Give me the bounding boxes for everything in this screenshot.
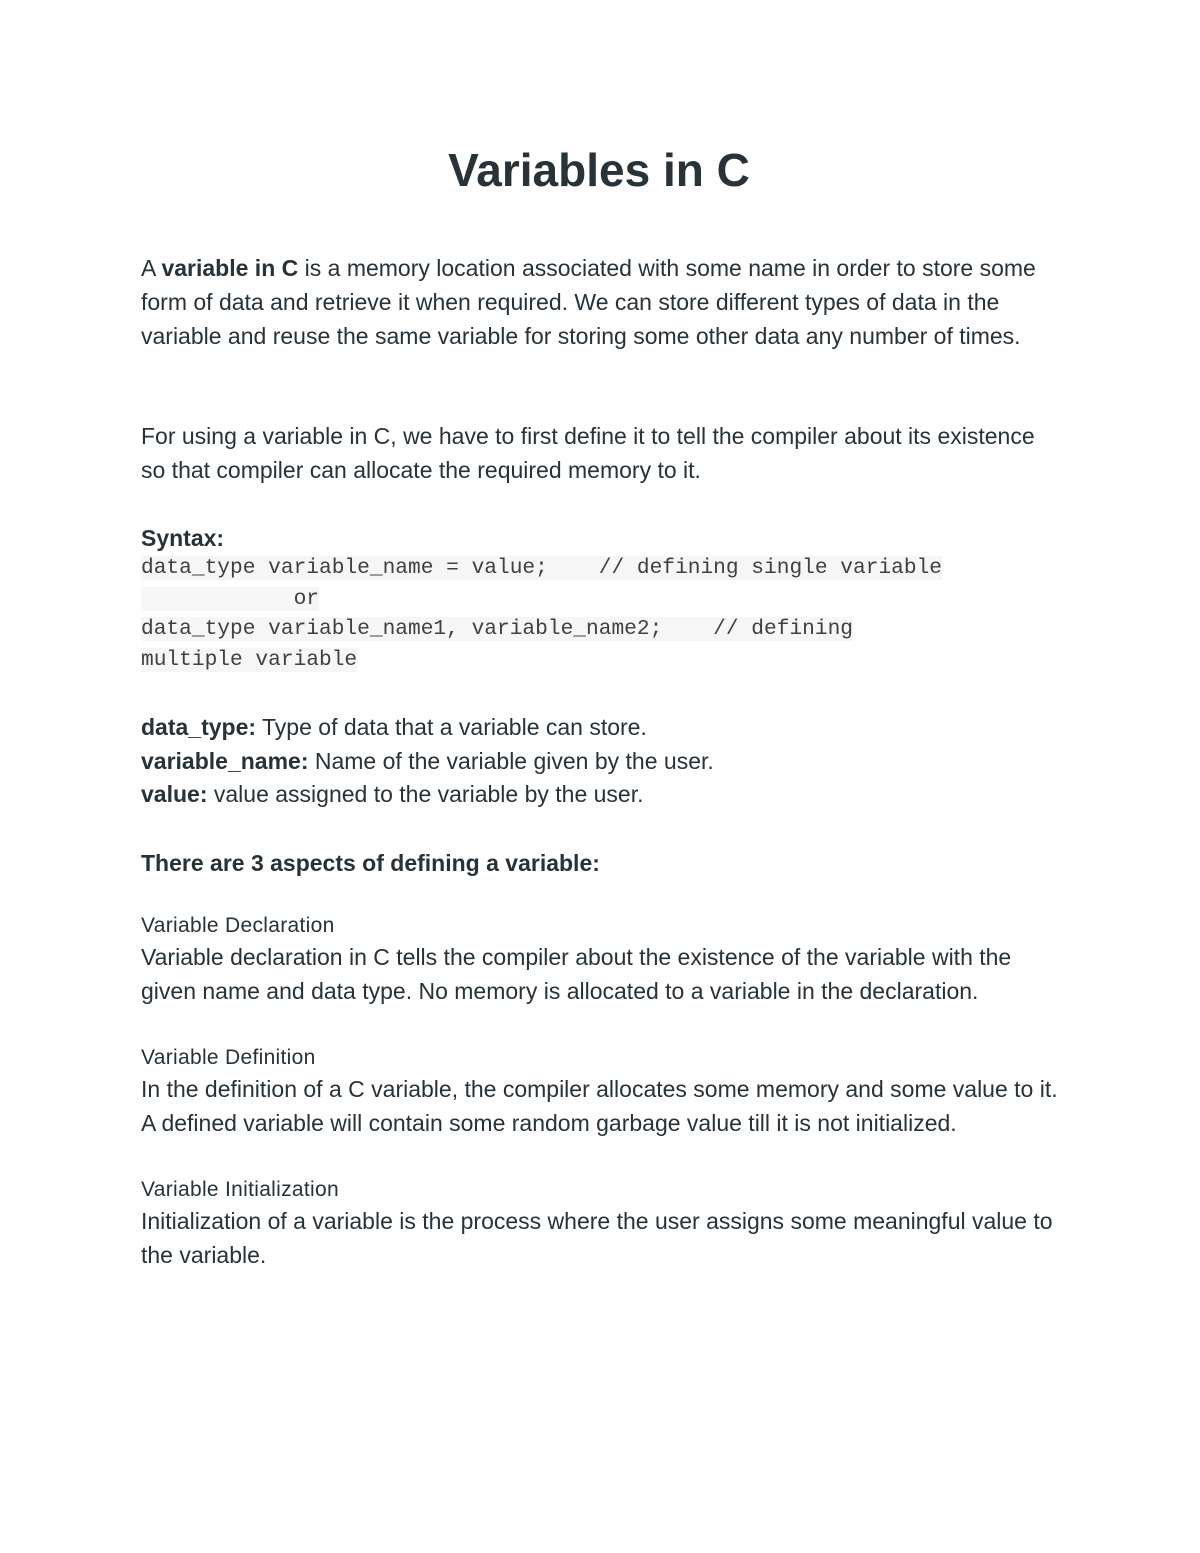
definitions-list — [141, 711, 1051, 812]
intro-rest: is a memory location associated with some name in order to store some form of data and retrieve it when required. We can store different types of data in the variable and reuse the same variable for storing some other data any number of times. — [141, 255, 1036, 349]
definition-item — [141, 711, 1051, 745]
definition-desc: value assigned to the variable by the user. — [207, 781, 644, 807]
code-line — [141, 584, 1051, 615]
syntax-code-block — [141, 553, 1051, 676]
aspects-heading: There are 3 aspects of defining a variable: — [141, 850, 600, 876]
aspect-text: Initialization of a variable is the process where the user assigns some meaningful value to the variable. — [141, 1208, 1053, 1268]
aspect-initialization — [141, 1175, 1061, 1272]
aspect-definition — [141, 1043, 1061, 1140]
aspect-declaration — [141, 911, 1061, 1008]
definition-desc: Type of data that a variable can store. — [256, 714, 647, 740]
code-line-text: multiple variable — [141, 648, 358, 673]
intro-paragraph — [141, 251, 1051, 353]
code-line — [141, 614, 1051, 645]
page-title: Variables in C — [448, 144, 750, 196]
definition-term: variable_name: — [141, 747, 309, 774]
aspect-heading: Variable Definition — [141, 1046, 316, 1069]
intro-bold-term: variable in C — [161, 255, 299, 281]
aspect-heading: Variable Declaration — [141, 914, 335, 937]
syntax-label: Syntax: — [141, 525, 225, 551]
aspect-heading: Variable Initialization — [141, 1178, 339, 1201]
aspect-text: In the definition of a C variable, the compiler allocates some memory and some value to it. A defined variable will contain some random garbage value till it is not initialized. — [141, 1076, 1058, 1136]
usage-paragraph: For using a variable in C, we have to first define it to tell the compiler about its existence so that compiler can allocate the required memory to it. — [141, 423, 1035, 483]
definition-desc: Name of the variable given by the user. — [308, 747, 714, 774]
definition-term: value: — [141, 781, 208, 807]
definition-item — [141, 745, 1051, 779]
definition-item — [141, 778, 1051, 812]
aspect-text: Variable declaration in C tells the compiler about the existence of the variable with the given name and data type. No memory is allocated to a variable in the declaration. — [141, 944, 1012, 1004]
code-line-text: data_type variable_name = value; // defining single variable — [141, 556, 943, 580]
code-line-text: or — [141, 586, 320, 611]
code-line — [141, 553, 1051, 584]
code-line — [141, 645, 1051, 676]
definition-term: data_type: — [141, 714, 257, 740]
code-line-text: data_type variable_name1, variable_name2; // defining — [141, 617, 854, 642]
intro-prefix: A — [141, 255, 162, 281]
